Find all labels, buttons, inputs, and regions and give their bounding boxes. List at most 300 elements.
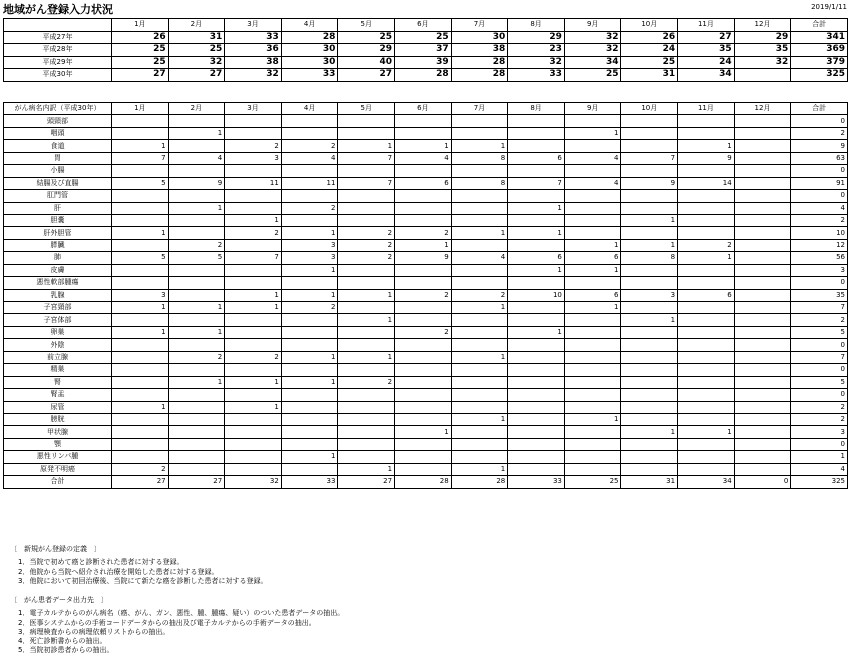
value-cell — [395, 202, 452, 214]
value-cell — [168, 264, 225, 276]
value-cell — [112, 376, 169, 388]
data-source-list — [10, 609, 344, 655]
value-cell: 2 — [281, 302, 338, 314]
value-cell — [678, 389, 735, 401]
value-cell — [168, 140, 225, 152]
value-cell — [508, 376, 565, 388]
value-cell — [225, 127, 282, 139]
value-cell — [734, 152, 791, 164]
value-cell: 1 — [225, 376, 282, 388]
value-cell — [112, 413, 169, 425]
value-cell — [621, 389, 678, 401]
value-cell — [508, 115, 565, 127]
value-cell: 1 — [112, 326, 169, 338]
month-header: 12月 — [734, 19, 791, 32]
table-row — [4, 463, 848, 475]
value-cell: 1 — [338, 140, 395, 152]
row-label: 結腸及び直腸 — [4, 177, 112, 189]
value-cell — [338, 115, 395, 127]
month-header: 5月 — [338, 19, 395, 32]
value-cell — [621, 413, 678, 425]
value-cell: 1 — [451, 227, 508, 239]
value-cell — [338, 451, 395, 463]
value-cell — [564, 463, 621, 475]
value-cell: 31 — [621, 476, 678, 488]
value-cell — [395, 127, 452, 139]
value-cell — [678, 264, 735, 276]
value-cell: 33 — [281, 69, 338, 82]
row-label: 平成27年 — [4, 31, 112, 44]
value-cell: 1 — [451, 302, 508, 314]
value-cell: 35 — [678, 44, 735, 57]
value-cell: 29 — [338, 44, 395, 57]
value-cell: 40 — [338, 56, 395, 69]
value-cell: 3 — [281, 252, 338, 264]
month-header: 2月 — [168, 19, 225, 32]
value-cell — [395, 413, 452, 425]
value-cell — [338, 214, 395, 226]
value-cell — [225, 165, 282, 177]
value-cell — [564, 426, 621, 438]
month-header: 7月 — [451, 19, 508, 32]
value-cell: 33 — [508, 69, 565, 82]
value-cell: 2 — [791, 214, 848, 226]
value-cell: 2 — [395, 326, 452, 338]
value-cell: 38 — [451, 44, 508, 57]
value-cell — [734, 127, 791, 139]
value-cell: 27 — [168, 69, 225, 82]
value-cell: 26 — [112, 31, 169, 44]
value-cell — [734, 190, 791, 202]
value-cell — [508, 314, 565, 326]
value-cell — [168, 438, 225, 450]
value-cell — [225, 438, 282, 450]
value-cell: 34 — [678, 476, 735, 488]
value-cell — [621, 140, 678, 152]
value-cell: 1 — [395, 426, 452, 438]
value-cell: 32 — [564, 44, 621, 57]
value-cell: 4 — [281, 152, 338, 164]
value-cell — [395, 214, 452, 226]
value-cell — [734, 351, 791, 363]
value-cell — [678, 115, 735, 127]
value-cell — [281, 401, 338, 413]
value-cell: 1 — [791, 451, 848, 463]
value-cell — [281, 426, 338, 438]
value-cell: 31 — [621, 69, 678, 82]
value-cell: 11 — [281, 177, 338, 189]
value-cell: 2 — [791, 314, 848, 326]
value-cell: 1 — [281, 376, 338, 388]
value-cell — [168, 214, 225, 226]
value-cell: 4 — [791, 463, 848, 475]
month-header: 9月 — [564, 19, 621, 32]
value-cell: 1 — [338, 463, 395, 475]
value-cell — [168, 389, 225, 401]
value-cell: 7 — [338, 152, 395, 164]
value-cell — [734, 239, 791, 251]
value-cell: 10 — [508, 289, 565, 301]
value-cell: 2 — [225, 227, 282, 239]
value-cell — [734, 438, 791, 450]
value-cell — [281, 364, 338, 376]
value-cell — [508, 277, 565, 289]
value-cell: 3 — [791, 426, 848, 438]
value-cell: 32 — [168, 56, 225, 69]
row-label: 精巣 — [4, 364, 112, 376]
value-cell: 2 — [281, 140, 338, 152]
value-cell: 9 — [621, 177, 678, 189]
value-cell — [678, 202, 735, 214]
value-cell — [168, 413, 225, 425]
value-cell: 6 — [508, 252, 565, 264]
month-header: 4月 — [281, 103, 338, 115]
value-cell — [734, 463, 791, 475]
value-cell — [281, 127, 338, 139]
value-cell — [678, 451, 735, 463]
value-cell: 9 — [168, 177, 225, 189]
value-cell — [451, 214, 508, 226]
value-cell — [678, 190, 735, 202]
value-cell: 7 — [791, 351, 848, 363]
value-cell: 1 — [225, 302, 282, 314]
month-header: 1月 — [112, 19, 169, 32]
value-cell: 1 — [168, 202, 225, 214]
value-cell: 1 — [225, 289, 282, 301]
value-cell — [734, 252, 791, 264]
value-cell — [395, 115, 452, 127]
value-cell: 29 — [508, 31, 565, 44]
value-cell: 6 — [395, 177, 452, 189]
value-cell — [621, 190, 678, 202]
value-cell — [678, 339, 735, 351]
month-header: 3月 — [225, 19, 282, 32]
value-cell: 27 — [338, 69, 395, 82]
value-cell: 3 — [791, 264, 848, 276]
value-cell — [395, 339, 452, 351]
value-cell: 1 — [508, 227, 565, 239]
table-row — [4, 451, 848, 463]
value-cell — [621, 438, 678, 450]
value-cell — [281, 277, 338, 289]
value-cell — [168, 190, 225, 202]
row-label: 肝外胆管 — [4, 227, 112, 239]
value-cell: 6 — [678, 289, 735, 301]
summary-header-row — [4, 19, 848, 32]
value-cell — [225, 277, 282, 289]
value-cell: 1 — [112, 140, 169, 152]
value-cell — [112, 364, 169, 376]
value-cell — [281, 214, 338, 226]
value-cell: 379 — [791, 56, 848, 69]
month-header: 12月 — [734, 103, 791, 115]
month-header: 6月 — [395, 19, 452, 32]
row-label: 肝 — [4, 202, 112, 214]
value-cell — [112, 165, 169, 177]
value-cell: 14 — [678, 177, 735, 189]
value-cell: 325 — [791, 69, 848, 82]
value-cell — [734, 302, 791, 314]
value-cell: 1 — [281, 264, 338, 276]
row-label: 子宮頸部 — [4, 302, 112, 314]
value-cell: 2 — [678, 239, 735, 251]
value-cell: 0 — [791, 277, 848, 289]
value-cell — [281, 326, 338, 338]
value-cell: 39 — [395, 56, 452, 69]
value-cell: 1 — [112, 401, 169, 413]
value-cell — [338, 401, 395, 413]
value-cell — [621, 277, 678, 289]
month-header: 5月 — [338, 103, 395, 115]
corner-label: がん病名内訳（平成30年） — [4, 103, 112, 115]
value-cell — [112, 115, 169, 127]
value-cell: 1 — [225, 401, 282, 413]
value-cell: 25 — [564, 69, 621, 82]
value-cell: 2 — [112, 463, 169, 475]
value-cell — [734, 314, 791, 326]
value-cell: 28 — [451, 476, 508, 488]
table-row — [4, 289, 848, 301]
value-cell: 2 — [281, 202, 338, 214]
value-cell: 1 — [338, 351, 395, 363]
value-cell: 1 — [338, 314, 395, 326]
table-row — [4, 252, 848, 264]
value-cell: 4 — [564, 152, 621, 164]
value-cell — [508, 239, 565, 251]
value-cell: 2 — [791, 127, 848, 139]
value-cell: 1 — [508, 202, 565, 214]
value-cell — [112, 277, 169, 289]
value-cell — [225, 426, 282, 438]
value-cell — [168, 463, 225, 475]
value-cell — [621, 227, 678, 239]
value-cell — [451, 389, 508, 401]
value-cell — [678, 314, 735, 326]
value-cell — [678, 438, 735, 450]
value-cell: 6 — [564, 289, 621, 301]
row-label: 平成30年 — [4, 69, 112, 82]
table-row — [4, 264, 848, 276]
value-cell — [338, 364, 395, 376]
value-cell — [621, 451, 678, 463]
value-cell — [451, 438, 508, 450]
value-cell — [225, 463, 282, 475]
row-label: 顎 — [4, 438, 112, 450]
value-cell — [678, 376, 735, 388]
value-cell — [564, 389, 621, 401]
month-header: 10月 — [621, 19, 678, 32]
value-cell: 33 — [508, 476, 565, 488]
row-label: 胃 — [4, 152, 112, 164]
value-cell: 23 — [508, 44, 565, 57]
value-cell — [564, 202, 621, 214]
value-cell — [508, 463, 565, 475]
value-cell: 30 — [281, 56, 338, 69]
value-cell: 24 — [621, 44, 678, 57]
table-row — [4, 227, 848, 239]
value-cell — [395, 438, 452, 450]
table-row — [4, 413, 848, 425]
value-cell: 1 — [678, 252, 735, 264]
value-cell — [508, 127, 565, 139]
value-cell: 27 — [112, 476, 169, 488]
value-cell — [678, 214, 735, 226]
value-cell: 1 — [564, 239, 621, 251]
table-row — [4, 476, 848, 488]
report-date: 2019/1/11 — [811, 3, 847, 11]
value-cell — [112, 389, 169, 401]
row-label: 乳腺 — [4, 289, 112, 301]
value-cell — [564, 140, 621, 152]
value-cell — [734, 364, 791, 376]
value-cell: 1 — [338, 289, 395, 301]
value-cell: 0 — [791, 364, 848, 376]
value-cell — [564, 401, 621, 413]
value-cell: 1 — [451, 413, 508, 425]
value-cell — [395, 165, 452, 177]
value-cell: 1 — [168, 376, 225, 388]
note-item: 1．電子カルテからのがん病名（癌、がん、ガン、悪性、腫、腫瘍、疑い）のついた患者データの抽出。 — [18, 609, 345, 618]
value-cell — [564, 364, 621, 376]
value-cell — [395, 264, 452, 276]
value-cell — [678, 463, 735, 475]
note-item: 2．医事システムからの手術コードデータからの抽出及び電子カルテからの手術データの抽出。 — [18, 618, 316, 627]
value-cell: 10 — [791, 227, 848, 239]
value-cell — [225, 389, 282, 401]
value-cell — [225, 190, 282, 202]
row-label: 悪性リンパ腫 — [4, 451, 112, 463]
definition-list — [10, 558, 267, 586]
page-title: 地域がん登録入力状況 — [3, 3, 113, 16]
value-cell: 1 — [281, 227, 338, 239]
value-cell — [281, 190, 338, 202]
value-cell: 33 — [281, 476, 338, 488]
value-cell — [112, 451, 169, 463]
value-cell — [508, 214, 565, 226]
value-cell: 1 — [281, 351, 338, 363]
value-cell — [678, 351, 735, 363]
value-cell: 3 — [281, 239, 338, 251]
value-cell: 32 — [564, 31, 621, 44]
value-cell: 2 — [395, 227, 452, 239]
value-cell — [734, 165, 791, 177]
value-cell — [281, 463, 338, 475]
value-cell — [338, 190, 395, 202]
value-cell — [621, 302, 678, 314]
value-cell: 369 — [791, 44, 848, 57]
month-header: 8月 — [508, 19, 565, 32]
value-cell — [225, 264, 282, 276]
value-cell — [621, 401, 678, 413]
table-row — [4, 326, 848, 338]
table-row — [4, 214, 848, 226]
value-cell — [281, 115, 338, 127]
value-cell: 38 — [225, 56, 282, 69]
table-row — [4, 438, 848, 450]
row-label: 膵臓 — [4, 239, 112, 251]
value-cell — [225, 239, 282, 251]
value-cell — [112, 190, 169, 202]
value-cell: 32 — [225, 69, 282, 82]
value-cell — [395, 190, 452, 202]
value-cell — [508, 426, 565, 438]
value-cell — [734, 177, 791, 189]
value-cell — [678, 413, 735, 425]
table-row — [4, 314, 848, 326]
value-cell — [564, 326, 621, 338]
value-cell — [338, 389, 395, 401]
value-cell — [168, 314, 225, 326]
value-cell — [734, 339, 791, 351]
value-cell: 35 — [734, 44, 791, 57]
value-cell: 1 — [225, 214, 282, 226]
value-cell — [734, 115, 791, 127]
value-cell — [508, 302, 565, 314]
row-label: 悪性軟部腫瘍 — [4, 277, 112, 289]
value-cell: 27 — [168, 476, 225, 488]
value-cell: 1 — [621, 314, 678, 326]
table-row — [4, 351, 848, 363]
value-cell — [734, 202, 791, 214]
value-cell — [451, 115, 508, 127]
value-cell: 341 — [791, 31, 848, 44]
value-cell — [564, 190, 621, 202]
value-cell — [734, 214, 791, 226]
value-cell — [281, 438, 338, 450]
value-cell: 4 — [451, 252, 508, 264]
value-cell — [168, 277, 225, 289]
value-cell: 31 — [168, 31, 225, 44]
table-row — [4, 364, 848, 376]
value-cell: 2 — [451, 289, 508, 301]
value-cell — [508, 438, 565, 450]
value-cell: 1 — [621, 239, 678, 251]
month-header: 3月 — [225, 103, 282, 115]
row-label: 胆嚢 — [4, 214, 112, 226]
value-cell — [508, 389, 565, 401]
row-label: 食道 — [4, 140, 112, 152]
value-cell: 2 — [338, 227, 395, 239]
month-header: 2月 — [168, 103, 225, 115]
value-cell: 1 — [451, 140, 508, 152]
table-row — [4, 44, 848, 57]
value-cell: 2 — [338, 239, 395, 251]
value-cell — [338, 127, 395, 139]
value-cell — [338, 438, 395, 450]
value-cell — [734, 227, 791, 239]
detail-header-row — [4, 103, 848, 115]
table-row — [4, 401, 848, 413]
value-cell: 1 — [508, 264, 565, 276]
value-cell: 2 — [168, 239, 225, 251]
value-cell: 1 — [451, 351, 508, 363]
value-cell — [112, 351, 169, 363]
value-cell: 0 — [791, 115, 848, 127]
note-item: 2．他院から当院へ紹介され治療を開始した患者に対する登録。 — [18, 567, 219, 576]
value-cell — [168, 165, 225, 177]
value-cell — [564, 165, 621, 177]
data-source-notes — [10, 596, 344, 656]
row-label: 平成28年 — [4, 44, 112, 57]
value-cell: 0 — [791, 438, 848, 450]
value-cell: 1 — [678, 140, 735, 152]
value-cell — [621, 115, 678, 127]
value-cell — [508, 351, 565, 363]
value-cell — [112, 239, 169, 251]
value-cell — [451, 401, 508, 413]
value-cell — [225, 413, 282, 425]
value-cell: 5 — [791, 376, 848, 388]
